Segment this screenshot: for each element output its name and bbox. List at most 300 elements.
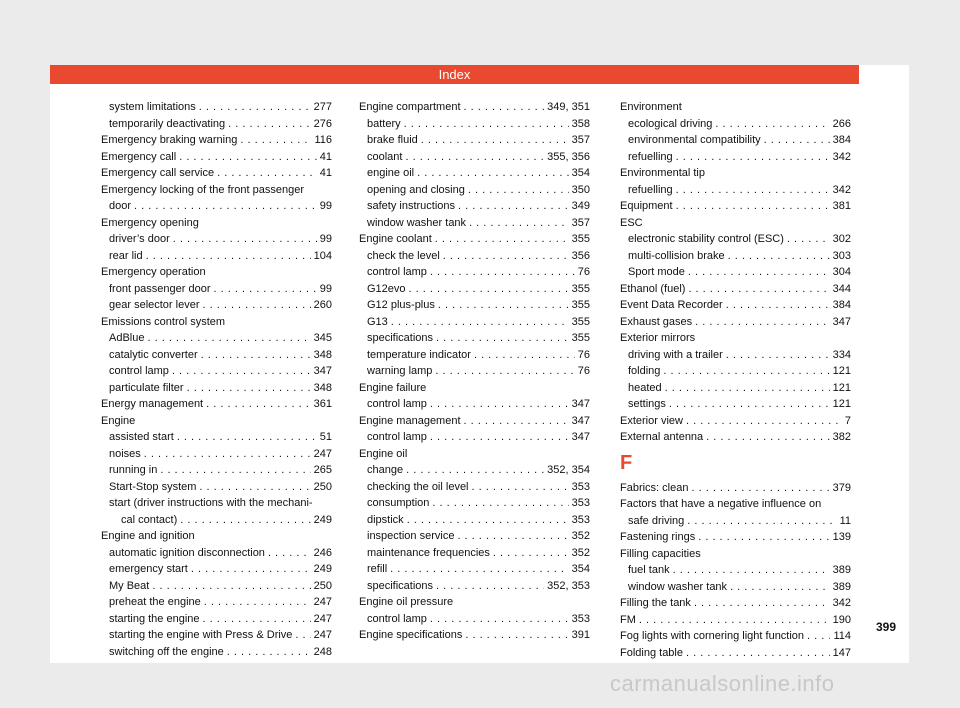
entry-page-ref: 41	[319, 167, 332, 179]
entry-page-ref: 190	[832, 613, 851, 626]
dot-leader	[160, 462, 310, 479]
index-entry	[101, 281, 332, 298]
entry-term: assisted start	[109, 431, 174, 443]
entry-page-ref: 247	[313, 612, 332, 625]
index-entry	[620, 182, 851, 199]
entry-page-ref: 348	[313, 381, 332, 394]
dot-leader	[687, 513, 836, 530]
entry-term: safe driving	[628, 514, 685, 527]
entry-page-ref: 349	[571, 200, 590, 212]
entry-page-ref: 353	[571, 497, 590, 509]
entry-term: Equipment	[620, 200, 673, 212]
index-entry	[359, 132, 590, 149]
entry-term: fuel tank	[628, 564, 670, 576]
dot-leader	[435, 363, 574, 380]
dot-leader	[458, 198, 569, 215]
index-heading: Engine	[101, 414, 136, 427]
dot-leader	[199, 99, 311, 116]
entry-term: AdBlue	[109, 332, 145, 344]
dot-leader	[430, 264, 575, 281]
entry-term: Emergency call	[101, 150, 177, 163]
entry-page-ref: 391	[571, 629, 590, 641]
entry-page-ref: 347	[571, 414, 590, 427]
dot-leader	[698, 529, 829, 546]
index-entry	[359, 578, 590, 595]
index-entry	[359, 165, 590, 182]
entry-term: catalytic converter	[109, 348, 198, 361]
index-entry	[359, 413, 590, 430]
entry-page-ref: 355	[571, 299, 590, 311]
entry-page-ref: 99	[319, 282, 332, 295]
entry-page-ref: 250	[313, 480, 332, 493]
dot-leader	[764, 132, 830, 149]
dot-leader	[787, 231, 830, 248]
index-entry	[620, 149, 851, 166]
entry-term: coolant	[367, 150, 403, 163]
entry-term: check the level	[367, 249, 440, 262]
dot-leader	[464, 99, 545, 116]
index-entry	[101, 380, 332, 397]
entry-term: electronic stability control (ESC)	[628, 233, 784, 245]
index-column-1	[101, 99, 332, 660]
index-entry	[359, 479, 590, 496]
entry-term: running in	[109, 464, 158, 476]
dot-leader	[464, 413, 569, 430]
entry-term: Energy management	[101, 398, 204, 410]
entry-page-ref: 342	[832, 597, 851, 609]
index-entry	[101, 594, 332, 611]
dot-leader	[147, 330, 310, 347]
index-entry	[101, 479, 332, 496]
entry-page-ref: 350	[571, 183, 590, 196]
entry-term: warning lamp	[367, 365, 433, 377]
entry-page-ref: 357	[571, 216, 590, 229]
entry-page-ref: 347	[571, 431, 590, 443]
index-heading: Emergency locking of the front passenger	[101, 183, 305, 196]
dot-leader	[695, 314, 829, 331]
entry-term: temporarily deactivating	[109, 117, 226, 130]
index-heading: Engine oil	[359, 447, 408, 460]
index-column-3	[620, 99, 851, 661]
dot-leader	[465, 627, 568, 644]
index-entry	[359, 495, 590, 512]
entry-term: system limitations	[109, 101, 196, 113]
dot-leader	[199, 479, 310, 496]
dot-leader	[807, 628, 830, 645]
entry-page-ref: 266	[832, 117, 851, 130]
index-entry	[620, 429, 851, 446]
index-heading: Exterior mirrors	[620, 332, 696, 344]
dot-leader	[438, 297, 569, 314]
entry-page-ref: 121	[832, 365, 851, 377]
entry-term: G12 plus-plus	[367, 299, 435, 311]
entry-page-ref: 303	[832, 249, 851, 262]
dot-leader	[146, 248, 311, 265]
index-group-e	[620, 99, 851, 446]
entry-page-ref: 76	[577, 348, 590, 361]
entry-term: External antenna	[620, 431, 704, 443]
entry-term: checking the oil level	[367, 480, 469, 493]
entry-term: specifications	[367, 332, 434, 344]
dot-leader	[391, 314, 569, 331]
dot-leader	[173, 231, 317, 248]
dot-leader	[180, 512, 310, 529]
index-entry	[101, 248, 332, 265]
entry-page-ref: 114	[833, 630, 851, 642]
dot-leader	[430, 611, 569, 628]
index-entry	[101, 330, 332, 347]
dot-leader	[706, 429, 829, 446]
index-entry	[101, 198, 332, 215]
index-entry	[359, 281, 590, 298]
entry-page-ref: 355	[571, 233, 590, 245]
entry-page-ref: 356	[571, 249, 590, 262]
dot-leader	[726, 297, 830, 314]
dot-leader	[390, 561, 568, 578]
entry-term: change	[367, 464, 404, 476]
index-entry	[620, 132, 851, 149]
index-heading: Engine failure	[359, 381, 427, 394]
dot-leader	[409, 281, 569, 298]
entry-term: refuelling	[628, 150, 673, 163]
entry-term: FM	[620, 613, 636, 626]
index-entry	[359, 347, 590, 364]
entry-term: inspection service	[367, 530, 455, 542]
entry-page-ref: 347	[832, 315, 851, 328]
entry-page-ref: 381	[832, 200, 851, 212]
entry-page-ref: 344	[832, 282, 851, 295]
entry-page-ref: 7	[844, 414, 851, 427]
dot-leader	[421, 132, 569, 149]
index-entry	[620, 347, 851, 364]
entry-page-ref: 355	[571, 315, 590, 328]
entry-term: Emergency call service	[101, 167, 215, 179]
index-entry	[359, 99, 590, 116]
dot-leader	[686, 645, 830, 662]
index-heading: Emissions control system	[101, 315, 226, 328]
entry-term: ecological driving	[628, 117, 713, 130]
entry-page-ref: 349, 351	[547, 101, 590, 113]
dot-leader	[203, 611, 311, 628]
entry-term: gear selector lever	[109, 299, 200, 311]
entry-page-ref: 51	[319, 431, 332, 443]
entry-page-ref: 104	[313, 249, 332, 262]
dot-leader	[228, 116, 310, 133]
dot-leader	[472, 479, 569, 496]
dot-leader	[134, 198, 317, 215]
entry-page-ref: 355	[571, 282, 590, 295]
entry-page-ref: 249	[313, 563, 332, 575]
dot-leader	[217, 165, 317, 182]
entry-term: consumption	[367, 497, 430, 509]
index-entry	[359, 314, 590, 331]
dot-leader	[206, 396, 311, 413]
dot-leader	[673, 562, 830, 579]
index-entry	[101, 297, 332, 314]
index-entry	[620, 612, 851, 629]
entry-page-ref: 354	[571, 563, 590, 575]
entry-page-ref: 76	[577, 365, 590, 377]
entry-term: switching off the engine	[109, 645, 224, 658]
entry-page-ref: 352, 354	[547, 464, 590, 476]
dot-leader	[457, 528, 568, 545]
entry-term: Fastening rings	[620, 531, 696, 543]
entry-term: cal contact)	[121, 513, 178, 526]
entry-page-ref: 354	[571, 167, 590, 179]
dot-leader	[663, 363, 829, 380]
dot-leader	[214, 281, 317, 298]
index-heading: Emergency operation	[101, 266, 206, 278]
index-entry	[620, 248, 851, 265]
index-entry	[101, 512, 332, 529]
entry-page-ref: 352	[571, 546, 590, 559]
dot-leader	[203, 297, 311, 314]
index-entry	[620, 513, 851, 530]
index-entry	[359, 330, 590, 347]
index-entry	[359, 198, 590, 215]
index-entry	[359, 528, 590, 545]
index-entry	[359, 561, 590, 578]
entry-page-ref: 11	[839, 514, 851, 527]
dot-leader	[404, 116, 569, 133]
dot-leader	[468, 182, 569, 199]
page-number: 399	[876, 620, 897, 634]
dot-leader	[474, 347, 575, 364]
index-entry	[620, 264, 851, 281]
dot-leader	[191, 561, 311, 578]
index-entry	[359, 116, 590, 133]
dot-leader	[436, 578, 544, 595]
entry-term: G12evo	[367, 282, 406, 295]
entry-term: front passenger door	[109, 282, 211, 295]
index-heading: Filling capacities	[620, 547, 701, 560]
index-entry	[620, 231, 851, 248]
dot-leader	[728, 248, 830, 265]
index-heading: Environment	[620, 101, 682, 113]
entry-term: door	[109, 200, 132, 212]
index-entry	[359, 363, 590, 380]
index-entry	[101, 231, 332, 248]
index-entry	[359, 149, 590, 166]
dot-leader	[691, 480, 829, 497]
dot-leader	[432, 495, 568, 512]
entry-term: refuelling	[628, 183, 673, 196]
index-entry	[359, 627, 590, 644]
index-entry	[101, 561, 332, 578]
dot-leader	[665, 380, 830, 397]
section-letter: F	[620, 451, 633, 474]
index-entry	[620, 480, 851, 497]
entry-term: Fog lights with cornering light function	[620, 630, 805, 642]
entry-page-ref: 389	[832, 580, 851, 593]
watermark: carmanualsonline.info	[610, 671, 835, 696]
entry-page-ref: 247	[313, 629, 332, 641]
entry-page-ref: 41	[319, 150, 332, 163]
entry-term: control lamp	[367, 431, 427, 443]
entry-page-ref: 248	[313, 645, 332, 658]
index-entry	[359, 462, 590, 479]
entry-page-ref: 99	[319, 233, 332, 245]
page-header	[50, 65, 859, 84]
entry-term: brake fluid	[367, 134, 418, 146]
entry-page-ref: 347	[313, 365, 332, 377]
entry-term: Engine compartment	[359, 101, 461, 113]
entry-term: multi-collision brake	[628, 249, 725, 262]
index-entry	[359, 231, 590, 248]
entry-page-ref: 302	[832, 233, 851, 245]
dot-leader	[405, 149, 544, 166]
index-entry	[359, 182, 590, 199]
dot-leader	[436, 330, 569, 347]
index-entry	[620, 595, 851, 612]
entry-term: Ethanol (fuel)	[620, 282, 686, 295]
entry-term: battery	[367, 117, 401, 130]
entry-page-ref: 353	[571, 612, 590, 625]
entry-term: control lamp	[367, 398, 427, 410]
dot-leader	[493, 545, 569, 562]
index-heading: Factors that have a negative influence on	[620, 498, 822, 510]
entry-term: refill	[367, 563, 388, 575]
index-entry	[101, 116, 332, 133]
entry-term: automatic ignition disconnection	[109, 546, 265, 559]
entry-page-ref: 353	[571, 513, 590, 526]
entry-term: control lamp	[109, 365, 169, 377]
entry-term: preheat the engine	[109, 596, 201, 608]
dot-leader	[669, 396, 830, 413]
entry-page-ref: 247	[313, 447, 332, 460]
index-heading: start (driver instructions with the mechani-	[109, 497, 313, 509]
entry-page-ref: 260	[313, 299, 332, 311]
entry-page-ref: 334	[832, 348, 851, 361]
dot-leader	[187, 380, 311, 397]
index-heading: ESC	[620, 216, 643, 229]
entry-term: starting the engine	[109, 612, 200, 625]
entry-page-ref: 389	[832, 564, 851, 576]
entry-term: Event Data Recorder	[620, 299, 723, 311]
entry-term: temperature indicator	[367, 348, 471, 361]
dot-leader	[686, 413, 842, 430]
entry-term: engine oil	[367, 167, 415, 179]
entry-page-ref: 357	[571, 134, 590, 146]
dot-leader	[443, 248, 569, 265]
entry-page-ref: 276	[313, 117, 332, 130]
entry-page-ref: 246	[313, 546, 332, 559]
entry-term: rear lid	[109, 249, 143, 262]
index-entry	[101, 462, 332, 479]
index-entry	[101, 165, 332, 182]
index-entry	[359, 264, 590, 281]
index-entry	[620, 529, 851, 546]
entry-term: Folding table	[620, 646, 683, 659]
entry-term: folding	[628, 365, 661, 377]
entry-term: Engine coolant	[359, 233, 432, 245]
dot-leader	[201, 347, 311, 364]
index-entry	[359, 545, 590, 562]
index-entry	[359, 297, 590, 314]
entry-term: Start-Stop system	[109, 480, 197, 493]
index-entry	[101, 396, 332, 413]
index-entry	[101, 429, 332, 446]
dot-leader	[676, 182, 830, 199]
entry-page-ref: 76	[577, 266, 590, 278]
entry-page-ref: 342	[832, 150, 851, 163]
index-entry	[101, 149, 332, 166]
dot-leader	[639, 612, 830, 629]
entry-term: window washer tank	[628, 580, 728, 593]
entry-term: window washer tank	[367, 216, 467, 229]
entry-page-ref: 116	[314, 134, 332, 146]
entry-term: noises	[109, 447, 141, 460]
entry-term: driving with a trailer	[628, 348, 723, 361]
entry-term: maintenance frequencies	[367, 546, 490, 559]
index-entry	[620, 363, 851, 380]
index-group-f	[620, 480, 851, 662]
entry-page-ref: 352, 353	[547, 579, 590, 592]
index-entry	[101, 99, 332, 116]
dot-leader	[730, 579, 830, 596]
dot-leader	[179, 149, 317, 166]
entry-page-ref: 147	[832, 646, 851, 659]
entry-term: emergency start	[109, 563, 188, 575]
entry-term: opening and closing	[367, 183, 465, 196]
index-entry	[101, 363, 332, 380]
dot-leader	[227, 644, 311, 661]
dot-leader	[144, 446, 311, 463]
index-column-2	[359, 99, 590, 644]
entry-term: Engine management	[359, 414, 461, 427]
entry-term: dipstick	[367, 513, 404, 526]
dot-leader	[430, 429, 569, 446]
index-heading: Engine and ignition	[101, 530, 195, 542]
index-entry	[101, 446, 332, 463]
entry-term: environmental compatibility	[628, 134, 761, 146]
entry-term: Emergency braking warning	[101, 134, 238, 146]
index-entry	[101, 611, 332, 628]
dot-leader	[715, 116, 829, 133]
dot-leader	[694, 595, 830, 612]
entry-term: particulate filter	[109, 381, 184, 394]
header-title: Index	[438, 67, 471, 82]
index-entry	[359, 512, 590, 529]
index-entry	[620, 562, 851, 579]
index-entry	[620, 413, 851, 430]
entry-page-ref: 247	[313, 596, 332, 608]
entry-page-ref: 384	[832, 134, 851, 146]
entry-page-ref: 121	[832, 381, 851, 394]
index-entry	[620, 116, 851, 133]
index-heading: Engine oil pressure	[359, 596, 454, 608]
index-entry	[620, 281, 851, 298]
index-heading: Environmental tip	[620, 167, 705, 179]
entry-page-ref: 265	[313, 464, 332, 476]
entry-term: driver’s door	[109, 233, 170, 245]
entry-page-ref: 121	[832, 398, 851, 410]
index-entry	[101, 132, 332, 149]
entry-page-ref: 99	[319, 200, 332, 212]
dot-leader	[204, 594, 311, 611]
entry-page-ref: 361	[313, 398, 332, 410]
entry-term: heated	[628, 381, 662, 394]
index-entry	[359, 611, 590, 628]
entry-term: G13	[367, 315, 388, 328]
index-entry	[620, 396, 851, 413]
entry-page-ref: 352	[571, 530, 590, 542]
dot-leader	[676, 198, 830, 215]
index-entry	[620, 314, 851, 331]
dot-leader	[469, 215, 569, 232]
dot-leader	[172, 363, 311, 380]
dot-leader	[268, 545, 311, 562]
